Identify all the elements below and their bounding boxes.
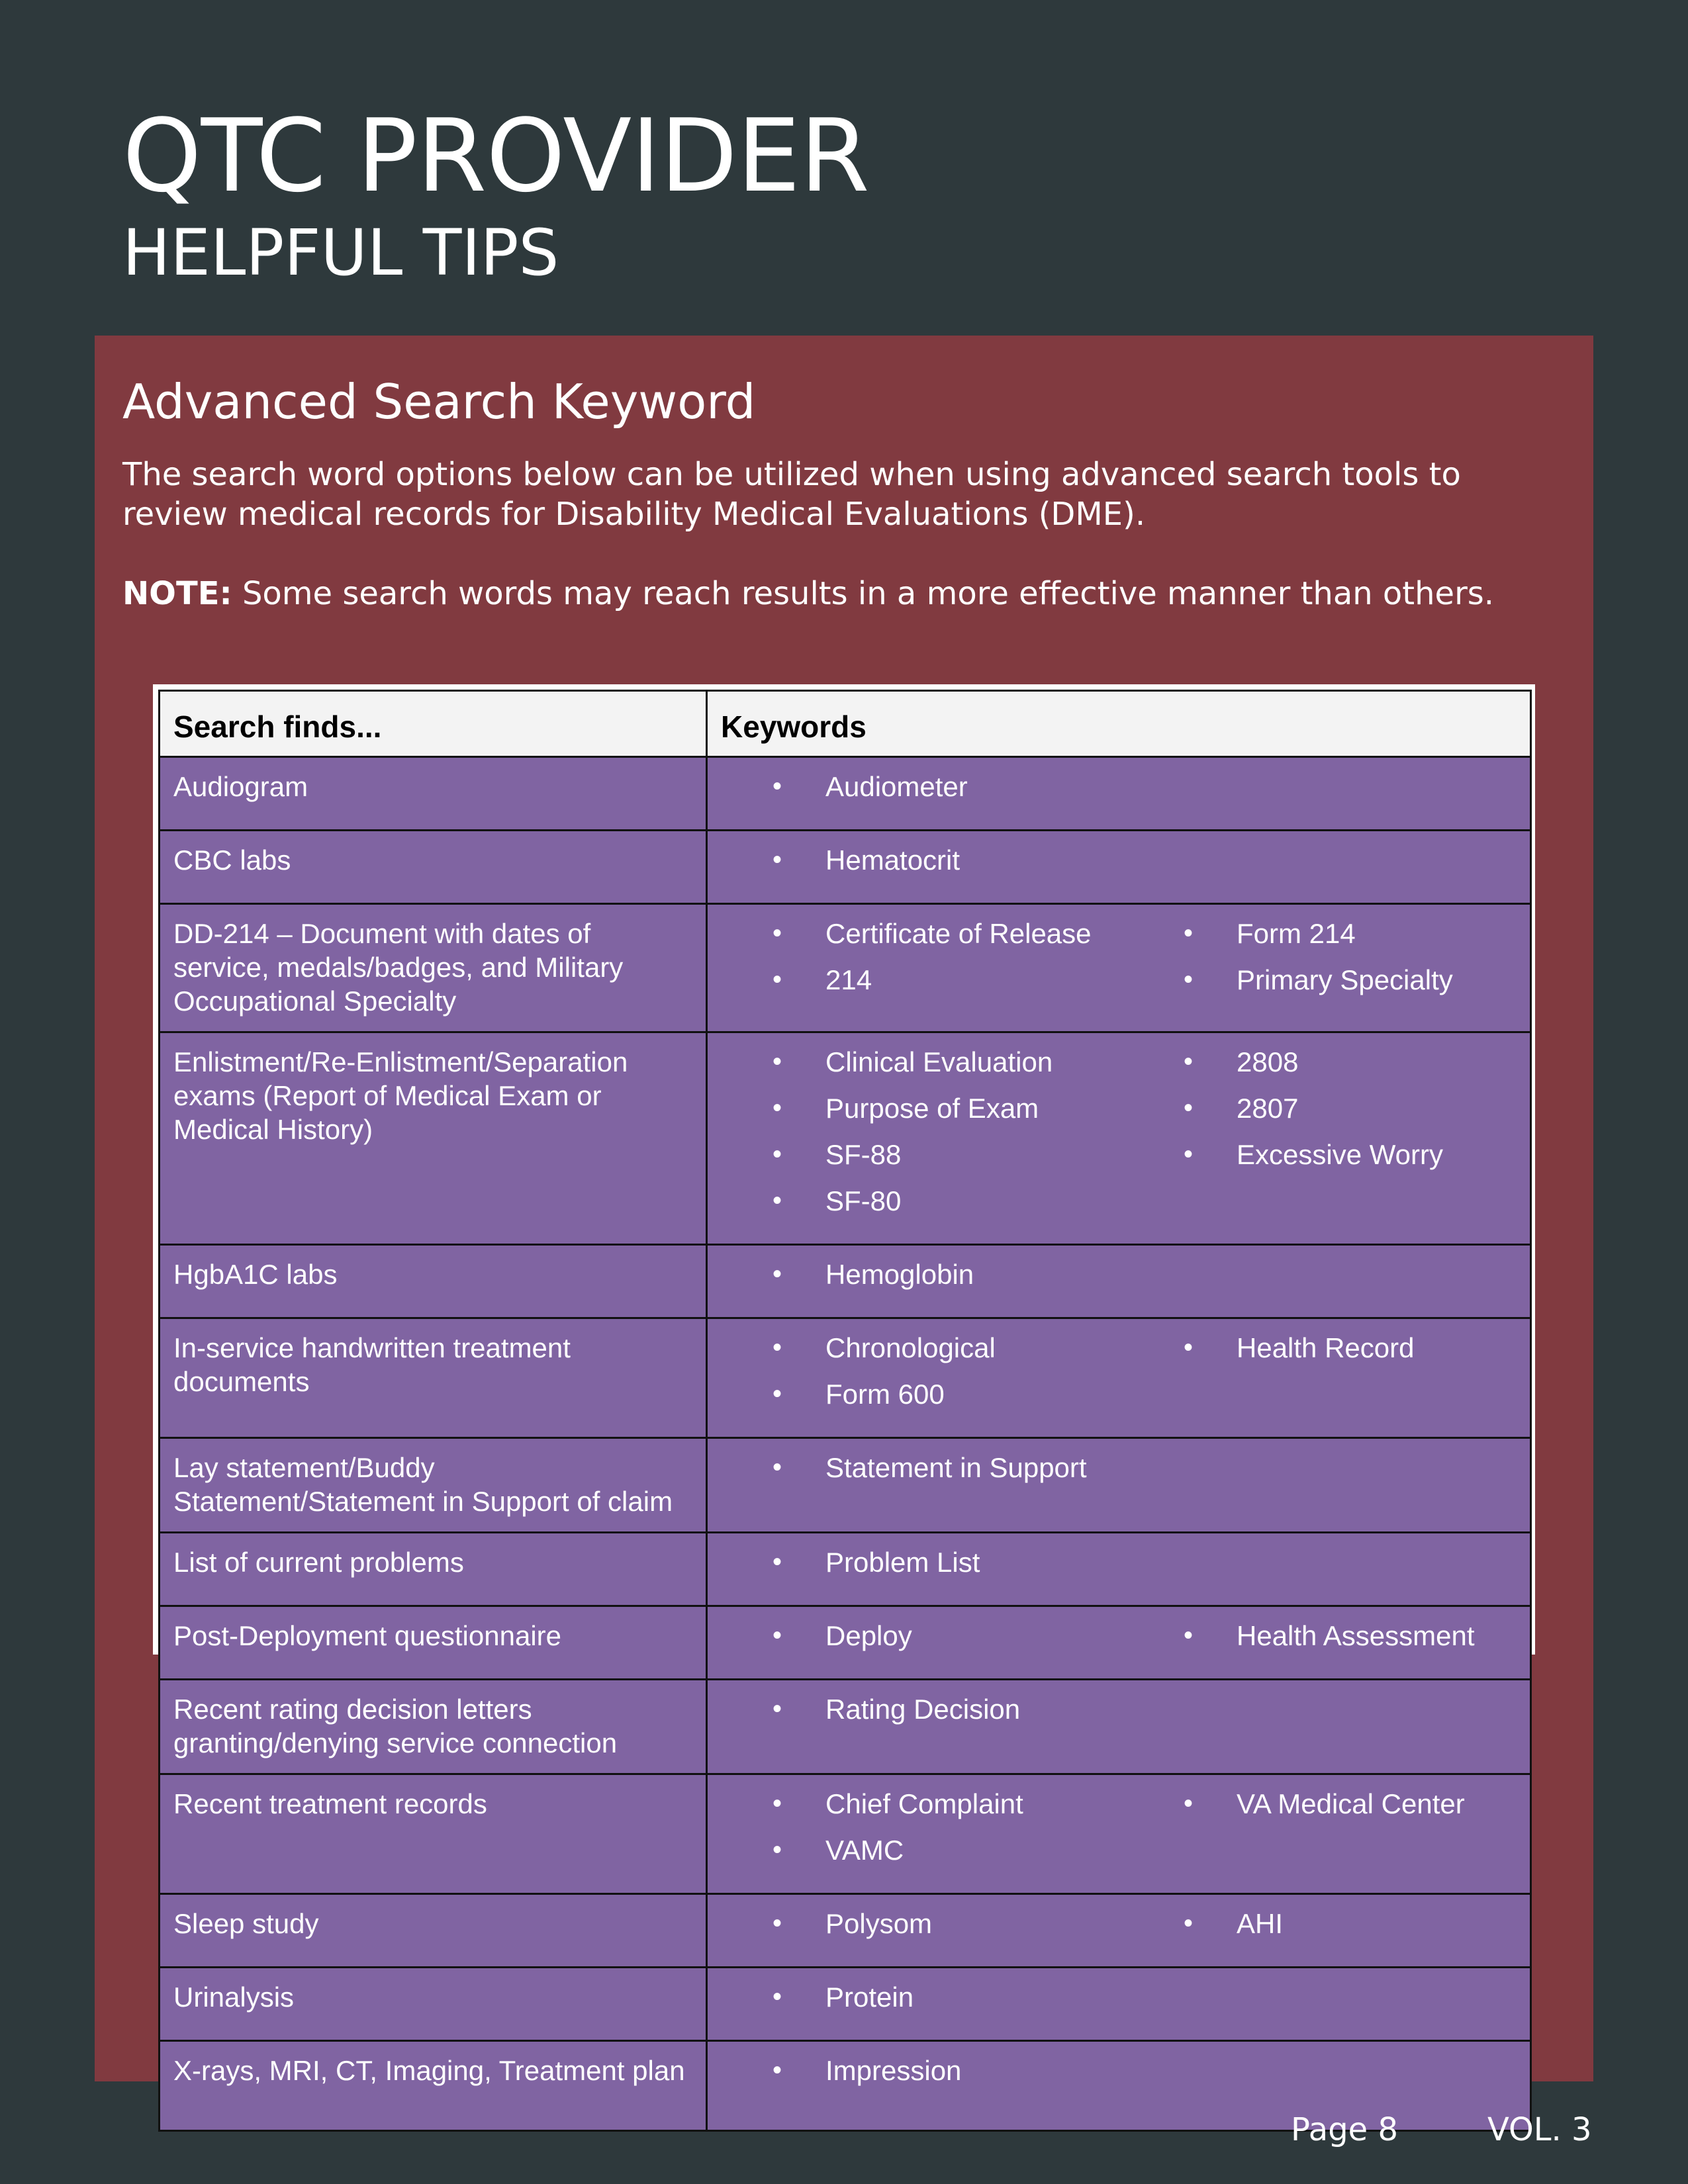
keywords-cell	[707, 2041, 1531, 2131]
keyword-list-right	[1119, 1545, 1530, 1592]
keywords-cell	[707, 1680, 1531, 1774]
page-header	[122, 97, 869, 290]
table-row	[160, 904, 1531, 1032]
keyword-list-left	[708, 1451, 1119, 1497]
note-paragraph	[122, 574, 1513, 614]
search-finds-cell: Enlistment/Re-Enlistment/Separation exams (Report of Medical Exam or Medical History)	[160, 1032, 707, 1245]
keyword-item: • Health Record	[1119, 1331, 1530, 1377]
keyword-list-left	[708, 917, 1119, 1009]
search-finds-cell: CBC labs	[160, 831, 707, 904]
intro-paragraph: The search word options below can be utilized when using advanced search tools to review medical records for Disability Medical Evaluations (DME).	[122, 456, 1461, 533]
keyword-item: • Certificate of Release	[708, 917, 1119, 963]
keyword-item: • SF-80	[708, 1184, 1119, 1230]
table-row	[160, 1680, 1531, 1774]
content-panel	[95, 336, 1593, 2086]
table-row	[160, 1968, 1531, 2041]
keyword-list-right	[1119, 2054, 1530, 2100]
keywords-cell	[707, 1533, 1531, 1606]
keyword-item: • 2808	[1119, 1045, 1530, 1091]
keyword-item: • Deploy	[708, 1619, 1119, 1665]
keyword-list-left	[708, 1787, 1119, 1880]
keyword-table-frame	[153, 684, 1535, 2086]
search-finds-cell: Recent rating decision letters granting/denying service connection	[160, 1680, 707, 1774]
keyword-list-left	[708, 1980, 1119, 2026]
keyword-list-right	[1119, 1331, 1530, 1424]
keyword-list-right	[1119, 1045, 1530, 1230]
keywords-cell	[707, 1032, 1531, 1245]
keyword-item: • 2807	[1119, 1091, 1530, 1138]
header-search-finds: Search finds...	[160, 691, 707, 757]
table-row	[160, 1032, 1531, 1245]
search-finds-cell: HgbA1C labs	[160, 1245, 707, 1318]
keyword-list-right	[1119, 1257, 1530, 1304]
keyword-list-right	[1119, 1980, 1530, 2026]
keyword-list-left	[708, 1692, 1119, 1739]
keyword-list-right	[1119, 1451, 1530, 1497]
keyword-item: • Audiometer	[708, 770, 1119, 816]
table-row	[160, 1438, 1531, 1533]
keywords-cell	[707, 1318, 1531, 1438]
keyword-list-left	[708, 1619, 1119, 1665]
table-row	[160, 1245, 1531, 1318]
keyword-list-left	[708, 1257, 1119, 1304]
keyword-item: • Chronological	[708, 1331, 1119, 1377]
keywords-cell	[707, 1968, 1531, 2041]
keyword-item: • Excessive Worry	[1119, 1138, 1530, 1184]
keyword-item: • VAMC	[708, 1833, 1119, 1880]
table-header-row	[160, 691, 1531, 757]
note-text: Some search words may reach results in a more effective manner than others.	[232, 575, 1495, 612]
keyword-item: • Protein	[708, 1980, 1119, 2026]
keyword-item: • Form 214	[1119, 917, 1530, 963]
keyword-item: • Problem List	[708, 1545, 1119, 1592]
keywords-cell	[707, 1245, 1531, 1318]
search-finds-cell: Audiogram	[160, 757, 707, 831]
table-row	[160, 1606, 1531, 1680]
keyword-item: • AHI	[1119, 1907, 1530, 1953]
search-finds-cell: Urinalysis	[160, 1968, 707, 2041]
keyword-list-right	[1119, 1692, 1530, 1739]
keyword-list-right	[1119, 917, 1530, 1009]
page-number: Page 8	[1291, 2111, 1398, 2148]
table-body	[160, 757, 1531, 2131]
keywords-cell	[707, 1774, 1531, 1894]
keywords-cell	[707, 1438, 1531, 1533]
keyword-item: • 214	[708, 963, 1119, 1009]
page-subtitle: HELPFUL TIPS	[122, 216, 559, 290]
keywords-cell	[707, 831, 1531, 904]
keyword-item: • Health Assessment	[1119, 1619, 1530, 1665]
table-row	[160, 1774, 1531, 1894]
search-finds-cell: In-service handwritten treatment documents	[160, 1318, 707, 1438]
keywords-cell	[707, 1606, 1531, 1680]
section-heading: Advanced Search Keyword	[122, 374, 756, 430]
table-row	[160, 1318, 1531, 1438]
header-keywords: Keywords	[707, 691, 1531, 757]
keyword-item: • Impression	[708, 2054, 1119, 2100]
keyword-list-left	[708, 1331, 1119, 1424]
keyword-item: • Clinical Evaluation	[708, 1045, 1119, 1091]
search-finds-cell: DD-214 – Document with dates of service, medals/badges, and Military Occupational Specialty	[160, 904, 707, 1032]
search-finds-cell: List of current problems	[160, 1533, 707, 1606]
keyword-list-right	[1119, 1907, 1530, 1953]
keyword-table	[158, 690, 1532, 2132]
keyword-item: • Hematocrit	[708, 843, 1119, 889]
search-finds-cell: X-rays, MRI, CT, Imaging, Treatment plan	[160, 2041, 707, 2131]
keyword-list-right	[1119, 1619, 1530, 1665]
page-title: QTC PROVIDER	[122, 97, 869, 214]
table-row	[160, 757, 1531, 831]
keyword-item: • SF-88	[708, 1138, 1119, 1184]
table-row	[160, 1533, 1531, 1606]
keyword-list-left	[708, 2054, 1119, 2100]
keyword-item: • Hemoglobin	[708, 1257, 1119, 1304]
keyword-list-left	[708, 1045, 1119, 1230]
keyword-item: • Purpose of Exam	[708, 1091, 1119, 1138]
keyword-item: • Form 600	[708, 1377, 1119, 1424]
keyword-item: • Rating Decision	[708, 1692, 1119, 1739]
keyword-item: • Chief Complaint	[708, 1787, 1119, 1833]
search-finds-cell: Post-Deployment questionnaire	[160, 1606, 707, 1680]
keyword-list-left	[708, 1907, 1119, 1953]
keywords-cell	[707, 1894, 1531, 1968]
table-row	[160, 1894, 1531, 1968]
keyword-item: • VA Medical Center	[1119, 1787, 1530, 1833]
keyword-list-left	[708, 843, 1119, 889]
keyword-list-right	[1119, 1787, 1530, 1880]
keyword-item: • Polysom	[708, 1907, 1119, 1953]
keyword-list-right	[1119, 843, 1530, 889]
note-label: NOTE:	[122, 575, 232, 612]
keywords-cell	[707, 757, 1531, 831]
keyword-item: • Statement in Support	[708, 1451, 1119, 1497]
search-finds-cell: Sleep study	[160, 1894, 707, 1968]
search-finds-cell: Recent treatment records	[160, 1774, 707, 1894]
keyword-item: • Primary Specialty	[1119, 963, 1530, 1009]
keyword-list-left	[708, 770, 1119, 816]
volume-label: VOL. 3	[1487, 2111, 1592, 2148]
keyword-list-left	[708, 1545, 1119, 1592]
table-row	[160, 831, 1531, 904]
keywords-cell	[707, 904, 1531, 1032]
search-finds-cell: Lay statement/Buddy Statement/Statement in Support of claim	[160, 1438, 707, 1533]
keyword-list-right	[1119, 770, 1530, 816]
